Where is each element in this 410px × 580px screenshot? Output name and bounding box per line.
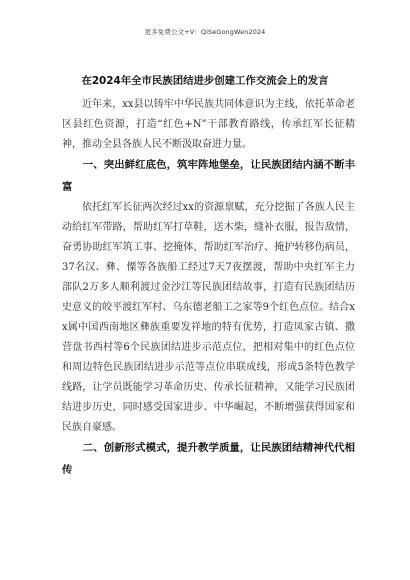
header-note: 更多免费公文+V：QiSeGongWen2024 <box>144 28 266 36</box>
document-body <box>62 95 355 481</box>
section-1-paragraph: 依托红军长征两次经过xx的资源禀赋，充分挖掘了各族人民主动给红军带路，帮助红军打草鞋，送木柴，缝补衣服，报告敌情，奋勇协助红军筑工事、挖掩体，帮助红军治疗、掩护转移伤病员，37名汉、彝、傈等各族船工经过7天7夜摆渡，帮助中央红军主力部队2万多人顺利渡过金沙江等民族团结故事，打造有民族团结历史意义的皎平渡红军村、乌东德老船工之家等9个红色点位。结合xx属中国西南地区彝族重要发祥地的特有优势，打造凤家古镇、撒营盘书西村等6个民族团结进步示范点位，把相对集中的红色点位和周边特色民族团结进步示范等点位串联成线，形成5条特色教学线路，让学员既能学习革命历史、传承长征精神，又能学习民族团结进步历史，同时感受国家进步、中华崛起，不断增强获得国家和民族自豪感。 <box>62 202 355 433</box>
intro-paragraph: 近年来，xx县以铸牢中华民族共同体意识为主线，依托革命老区县红色资源，打造“红色+N”干部教育路线，传承红军长征精神，推动全县各族人民不断汲取奋进力量。 <box>62 99 355 150</box>
section-heading-1: 一、突出鲜红底色，筑牢阵地堡垒，让民族团结内涵不断丰富 <box>62 159 355 193</box>
document-title: 在2024年全市民族团结进步创建工作交流会上的发言 <box>81 75 329 87</box>
section-heading-2: 二、创新形式模式，提升教学质量，让民族团结精神代代相传 <box>62 442 355 476</box>
